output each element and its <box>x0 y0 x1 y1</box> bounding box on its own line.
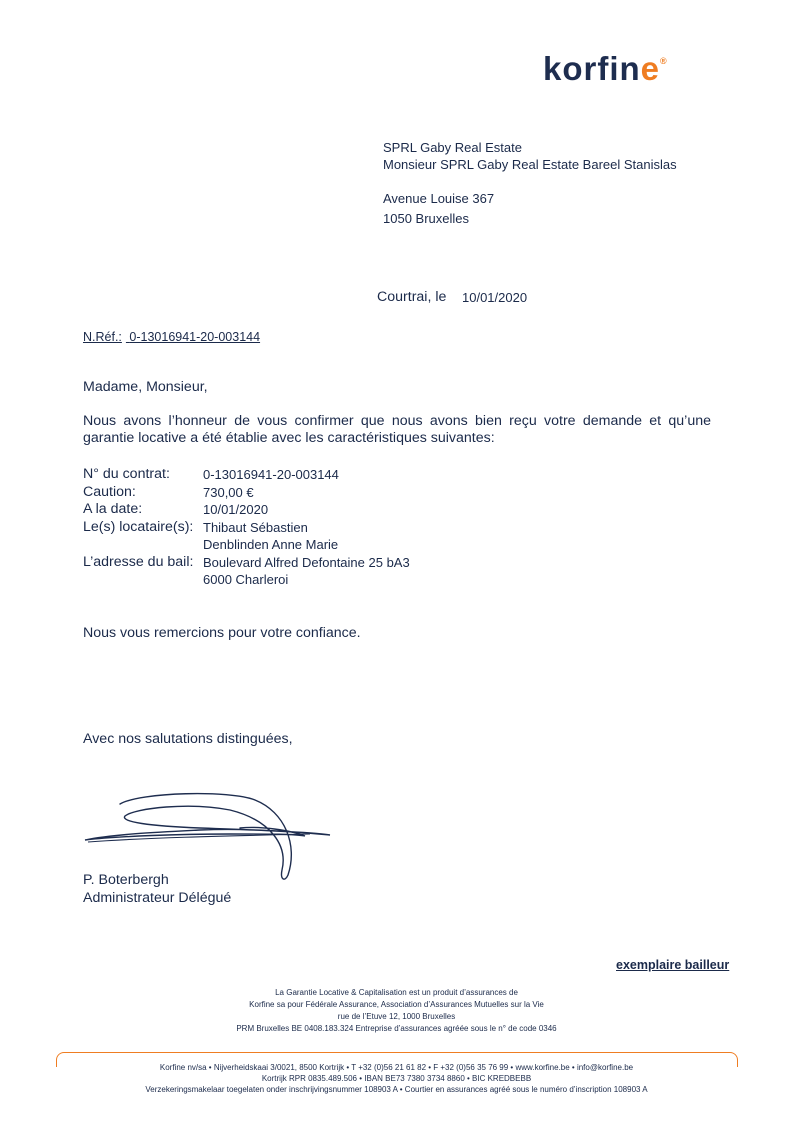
contract-details <box>83 466 410 589</box>
contract-value: 0-13016941-20-003144 <box>203 467 339 482</box>
thanks-text: Nous vous remercions pour votre confiance. <box>83 625 361 641</box>
korfine-logo <box>543 50 668 88</box>
detail-row-deposit <box>83 484 410 502</box>
date-detail-value: 10/01/2020 <box>203 502 269 517</box>
closing-text: Avec nos salutations distinguées, <box>83 731 293 747</box>
logo-text: korfin <box>543 50 641 87</box>
signature-image <box>80 790 340 885</box>
recipient-line2: Monsieur SPRL Gaby Real Estate Bareel Stanislas <box>383 157 677 172</box>
detail-row-tenants <box>83 519 410 537</box>
tenants-label: Le(s) locataire(s): <box>83 518 194 535</box>
recipient-street: Avenue Louise 367 <box>383 191 495 206</box>
address-label: L’adresse du bail: <box>83 553 194 570</box>
legal-line4: PRM Bruxelles BE 0408.183.324 Entreprise d’assurances agréée sous le n° de code 0346 <box>236 1024 557 1033</box>
tenant-1: Thibaut Sébastien <box>203 519 308 535</box>
footer-line3: Verzekeringsmakelaar toegelaten onder inschrijvingsnummer 108903 A • Courtier en assurances agréé sous le numéro d’inscription 108903 A <box>145 1085 648 1094</box>
intro-line2: garantie locative a été établie avec les caractéristiques suivantes: <box>83 430 495 446</box>
signatory-name: P. Boterbergh <box>83 872 169 888</box>
logo-registered-mark: ® <box>660 56 668 66</box>
copy-label: exemplaire bailleur <box>616 958 730 972</box>
detail-row-tenants-2 <box>83 536 410 554</box>
reference-label: N.Réf.: <box>83 330 122 344</box>
detail-row-contract <box>83 466 410 484</box>
intro-paragraph <box>83 413 711 447</box>
deposit-value: 730,00 € <box>203 484 254 500</box>
reference <box>83 330 264 344</box>
date-value: 10/01/2020 <box>462 290 528 305</box>
footer-line1: Korfine nv/sa • Nijverheidskaai 3/0021, 8500 Kortrijk • T +32 (0)56 21 61 82 • F +32 (0)56 35 76 99 • www.korfine.be • info@korfine.be <box>159 1063 634 1072</box>
legal-line2: Korfine sa pour Fédérale Assurance, Association d’Assurances Mutuelles sur la Vie <box>249 1000 544 1009</box>
legal-line1: La Garantie Locative & Capitalisation est un produit d’assurances de <box>275 988 518 997</box>
intro-line1: Nous avons l’honneur de vous confirmer que nous avons bien reçu votre demande et qu’une <box>83 413 711 429</box>
detail-row-address-2 <box>83 571 410 589</box>
signatory-title: Administrateur Délégué <box>83 890 232 906</box>
address-line2: 6000 Charleroi <box>203 572 289 587</box>
tenant-2: Denblinden Anne Marie <box>203 537 339 552</box>
contract-label: N° du contrat: <box>83 466 170 482</box>
recipient-city: 1050 Bruxelles <box>383 211 469 226</box>
date-label: A la date: <box>83 501 143 517</box>
salutation: Madame, Monsieur, <box>83 379 208 395</box>
reference-value: 0-13016941-20-003144 <box>129 330 261 344</box>
footer-line2: Kortrijk RPR 0835.489.506 • IBAN BE73 7380 3734 8860 • BIC KREDBEBB <box>261 1074 532 1083</box>
date-place: Courtrai, le <box>377 289 447 305</box>
detail-row-date <box>83 501 410 519</box>
recipient-line1: SPRL Gaby Real Estate <box>383 140 522 155</box>
detail-row-address <box>83 554 410 572</box>
deposit-label: Caution: <box>83 483 136 500</box>
address-line1: Boulevard Alfred Defontaine 25 bA3 <box>203 554 410 570</box>
logo-accent: e <box>640 50 661 87</box>
legal-line3: rue de l’Etuve 12, 1000 Bruxelles <box>337 1012 456 1021</box>
